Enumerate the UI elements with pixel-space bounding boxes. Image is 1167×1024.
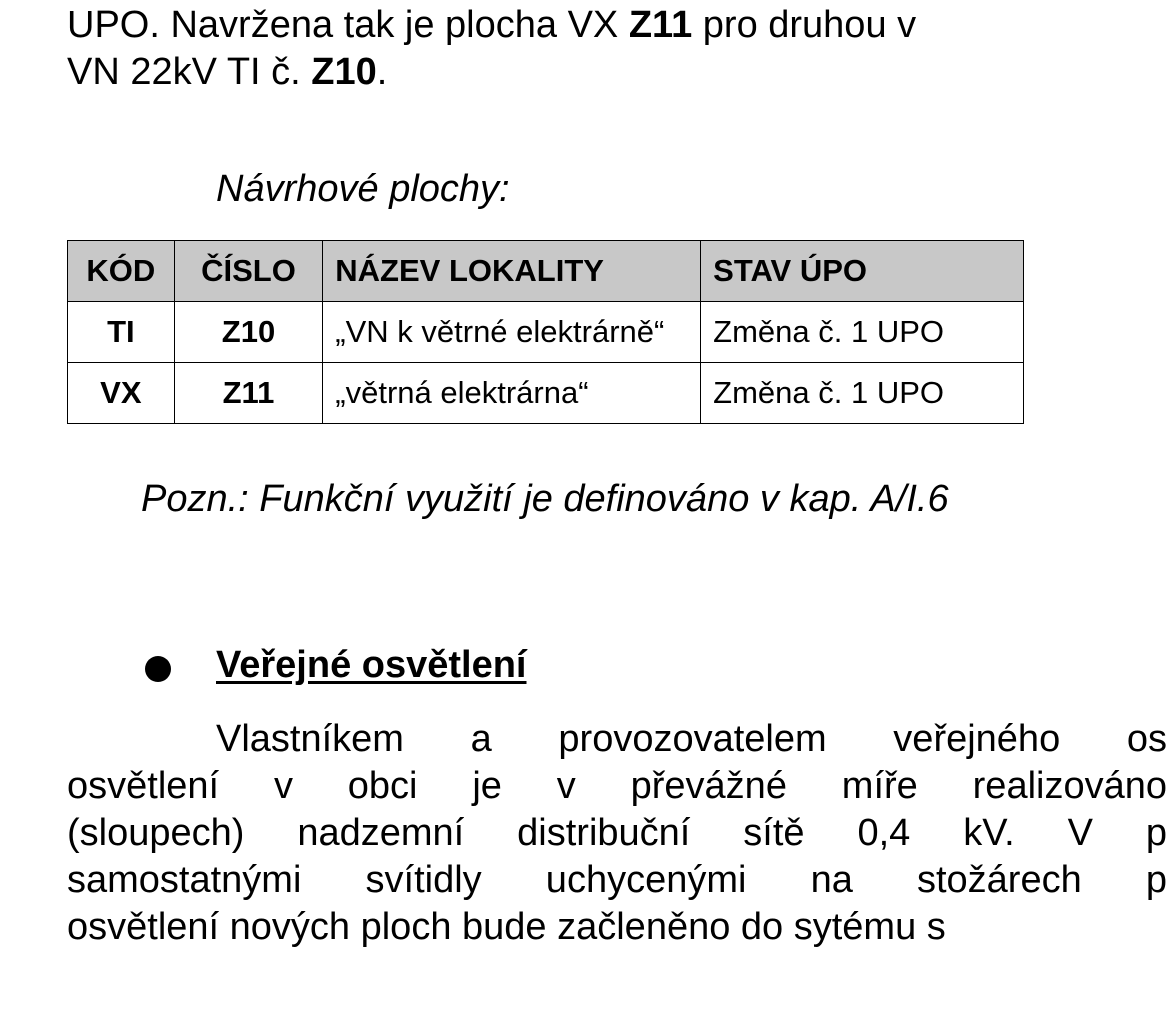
body-line-5: osvětlení nových ploch bude začleněno do sytému s [67,906,946,948]
body-line-3: (sloupech) nadzemní distribuční sítě 0,4 kV. V p [67,812,1167,854]
text-run: VN 22kV TI č. [67,51,312,93]
text-run: pro druhou v [692,4,917,46]
header-stav-upo: STAV ÚPO [701,241,1024,302]
top-paragraph-line-1 [67,2,916,49]
top-paragraph-line-2 [67,49,916,96]
cell-kod: TI [68,302,175,363]
cell-stav: Změna č. 1 UPO [701,363,1024,424]
cell-nazev: „větrná elektrárna“ [323,363,701,424]
cell-kod: VX [68,363,175,424]
section-heading: Veřejné osvětlení [216,644,527,686]
cell-cislo: Z10 [174,302,323,363]
body-line-2: osvětlení v obci je v převážné míře realizováno [67,765,1167,807]
text-run: . [376,51,388,93]
table-header-row [68,241,1024,302]
area-code-z10: Z10 [311,51,377,93]
table-note: Pozn.: Funkční využití je definováno v kap. A/I.6 [141,478,949,520]
section-body [67,716,1167,951]
header-cislo: ČÍSLO [174,241,323,302]
body-line-4: samostatnými svítidly uchycenými na stožárech p [67,859,1167,901]
table-row [68,302,1024,363]
top-paragraph [67,2,916,96]
bullet-icon [145,656,171,682]
cell-cislo: Z11 [174,363,323,424]
area-code-z11: Z11 [628,4,693,46]
body-line-1: Vlastníkem a provozovatelem veřejného os [216,718,1167,760]
proposed-areas-table [67,240,1024,424]
cell-stav: Změna č. 1 UPO [701,302,1024,363]
table-row [68,363,1024,424]
header-kod: KÓD [68,241,175,302]
text-run: UPO. Navržena tak je plocha VX [67,4,629,46]
cell-nazev: „VN k větrné elektrárně“ [323,302,701,363]
header-nazev-lokality: NÁZEV LOKALITY [323,241,701,302]
table-caption: Návrhové plochy: [216,168,510,210]
